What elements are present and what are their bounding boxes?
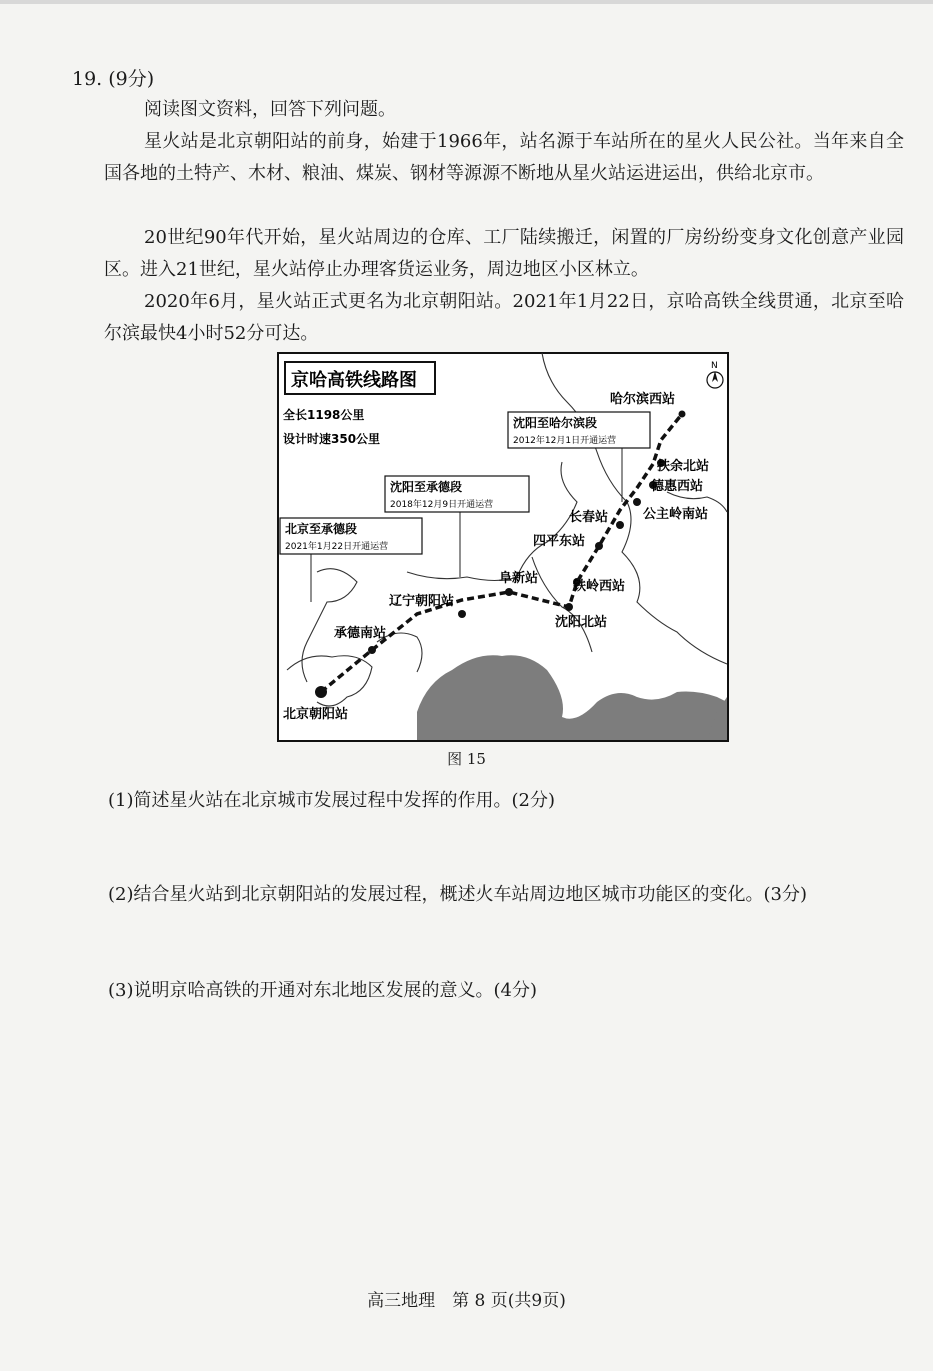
station-label: 公主岭南站 (643, 507, 709, 522)
paragraph-rename: 2020年6月，星火站正式更名为北京朝阳站。2021年1月22日，京哈高铁全线贯通，北京至哈尔滨最快4小时52分可达。 (104, 291, 904, 344)
segment-name: 北京至承德段 (285, 522, 358, 536)
map-title: 京哈高铁线路图 (291, 370, 417, 391)
segment-date: 2012年12月1日开通运营 (513, 436, 617, 446)
top-edge (0, 0, 933, 4)
station-label: 扶余北站 (657, 459, 710, 474)
sub-question-1: (1)简述星火站在北京城市发展过程中发挥的作用。(2分) (108, 790, 555, 811)
station-label: 北京朝阳站 (283, 707, 349, 722)
segment-date: 2018年12月9日开通运营 (390, 500, 494, 510)
map-speed: 设计时速350公里 (283, 432, 381, 446)
intro-paragraph: 阅读图文资料，回答下列问题。 (144, 99, 396, 120)
segment-name: 沈阳至哈尔滨段 (513, 416, 598, 430)
station-label: 四平东站 (533, 534, 586, 549)
railway-map (277, 352, 729, 742)
figure-caption: 图 15 (447, 750, 486, 768)
sub-question-3: (3)说明京哈高铁的开通对东北地区发展的意义。(4分) (108, 980, 537, 1001)
segment-date: 2021年1月22日开通运营 (285, 542, 389, 552)
station-label: 长春站 (569, 510, 609, 525)
north-label: N (711, 361, 718, 371)
question-number: 19. (9分) (72, 68, 155, 90)
page-footer: 高三地理 第 8 页(共9页) (367, 1291, 566, 1311)
paragraph-transformation: 20世纪90年代开始，星火站周边的仓库、工厂陆续搬迁，闲置的厂房纷纷变身文化创意产业园区。进入21世纪，星火站停止办理客货运业务，周边地区小区林立。 (104, 227, 904, 280)
sub-question-2: (2)结合星火站到北京朝阳站的发展过程，概述火车站周边地区城市功能区的变化。(3分) (108, 884, 807, 905)
segment-name: 沈阳至承德段 (390, 480, 463, 494)
station-label: 阜新站 (499, 571, 539, 586)
station-label: 铁岭西站 (573, 579, 626, 594)
station-label: 辽宁朝阳站 (389, 594, 455, 609)
station-label: 德惠西站 (651, 479, 704, 494)
station-label: 沈阳北站 (555, 615, 608, 630)
paragraph-history: 星火站是北京朝阳站的前身，始建于1966年，站名源于车站所在的星火人民公社。当年来自全国各地的土特产、木材、粮油、煤炭、钢材等源源不断地从星火站运进运出，供给北京市。 (104, 131, 904, 184)
station-label: 承德南站 (334, 626, 387, 641)
map-length: 全长1198公里 (283, 408, 365, 422)
station-label: 哈尔滨西站 (610, 392, 676, 407)
